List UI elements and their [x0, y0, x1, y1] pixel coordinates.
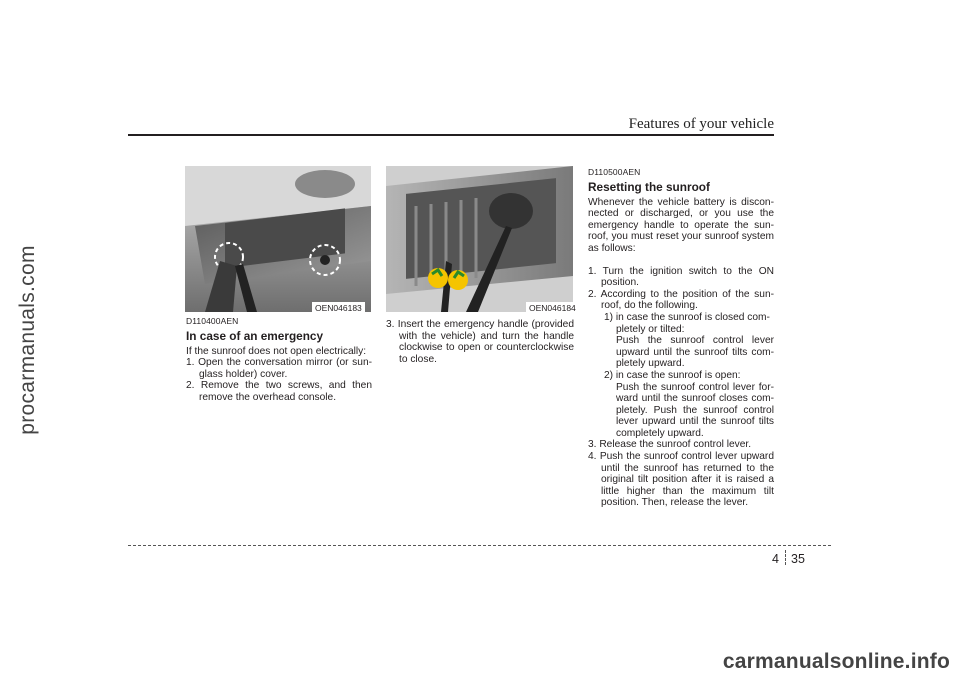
reset-substep-2-text: Push the sunroof control lever for-ward until the sunroof closes com-pletely. Push the sunroof control lever upward until the sunroof tilts completely upward. [616, 381, 774, 439]
side-watermark-text: procarmanuals.com [16, 244, 39, 435]
overhead-console-photo [185, 166, 371, 312]
page-number: 35 [791, 552, 805, 566]
step-1: 1. Open the conversation mirror (or sun-glass holder) cover. [186, 357, 372, 380]
reset-step-3: 3. Release the sunroof control lever. [588, 439, 752, 451]
header-divider [128, 134, 774, 136]
step-3: 3. Insert the emergency handle (provided with the vehicle) and turn the handle clockwise to open or counterclockwise to close. [386, 319, 574, 365]
bottom-watermark: carmanualsonline.info [722, 650, 950, 673]
step-2: 2. Remove the two screws, and then remove the overhead console. [186, 380, 372, 403]
section-number: 4 [772, 552, 779, 566]
side-watermark [8, 0, 48, 679]
column-1 [186, 316, 372, 404]
page-number-separator [785, 550, 786, 565]
reset-intro: Whenever the vehicle battery is discon-nected or discharged, or you use the emergency handle to operate the sun-roof, you must reset your sunroof system as follows: [588, 196, 774, 254]
intro-text: If the sunroof does not open electrically: [186, 345, 367, 357]
emergency-handle-photo [386, 166, 573, 312]
footer-divider [128, 545, 831, 546]
reset-substep-1: 1) in case the sunroof is closed com-pletely or tilted: [604, 311, 770, 335]
heading-reset: Resetting the sunroof [588, 179, 710, 194]
reference-code: D110400AEN [186, 316, 239, 326]
figure-caption-2: OEN046184 [526, 302, 579, 314]
heading-emergency: In case of an emergency [186, 328, 324, 343]
reference-code: D110500AEN [588, 167, 641, 177]
section-title: Features of your vehicle [628, 116, 774, 132]
reset-substep-2: 2) in case the sunroof is open: [604, 369, 741, 381]
emergency-handle-illustration [386, 166, 573, 312]
column-2 [386, 319, 574, 365]
overhead-console-illustration [185, 166, 371, 312]
reset-step-1: 1. Turn the ignition switch to the ON position. [588, 265, 774, 289]
figure-caption-1: OEN046183 [312, 302, 365, 314]
reset-step-2: 2. According to the position of the sun-roof, do the following. [588, 288, 774, 312]
column-3 [588, 167, 774, 509]
reset-step-4: 4. Push the sunroof control lever upward until the sunroof has returned to the original tilt position after it is raised a little higher than the maximum tilt position. Then, release the lever. [588, 451, 774, 509]
reset-substep-1-text: Push the sunroof control lever upward until the sunroof tilts com-pletely upward. [616, 335, 774, 370]
